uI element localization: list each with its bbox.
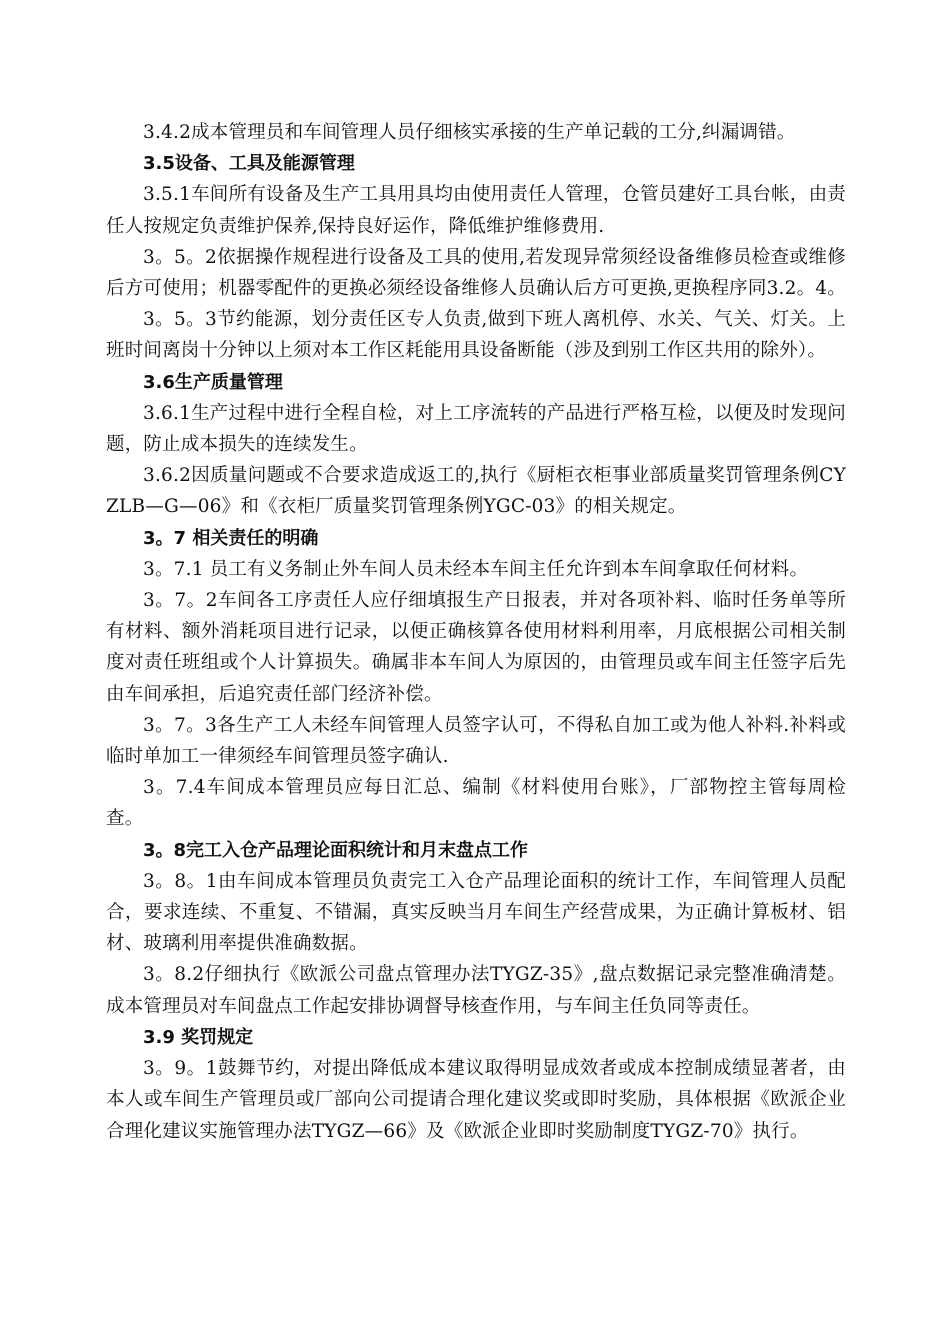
paragraph-3-5-2: 3。5。2依据操作规程进行设备及工具的使用,若发现异常须经设备维修员检查或维修后方可使用；机器零配件的更换必须经设备维修人员确认后方可更换,更换程序同3.2。4。: [106, 246, 846, 300]
paragraph-3-7-1: 3。7.1 员工有义务制止外车间人员未经本车间主任允许到本车间拿取任何材料。: [143, 558, 809, 580]
paragraph-3-8-1: 3。8。1由车间成本管理员负责完工入仓产品理论面积的统计工作，车间管理人员配合，要求连续、不重复、不错漏，真实反映当月车间生产经营成果，为正确计算板材、铝材、玻璃利用率提供准确数据。: [106, 870, 846, 955]
paragraph-3-8-2: 3。8.2仔细执行《欧派公司盘点管理办法TYGZ-35》,盘点数据记录完整准确清楚。成本管理员对车间盘点工作起安排协调督导核查作用，与车间主任负同等责任。: [106, 964, 846, 1017]
paragraph-3-5-1: 3.5.1车间所有设备及生产工具用具均由使用责任人管理，仓管员建好工具台帐，由责任人按规定负责维护保养,保持良好运作，降低维护维修费用.: [106, 184, 846, 237]
section-heading-3-8: 3。8完工入仓产品理论面积统计和月末盘点工作: [143, 839, 529, 861]
paragraph-3-6-2: 3.6.2因质量问题或不合要求造成返工的,执行《厨柜衣柜事业部质量奖罚管理条例CYZLB—G—06》和《衣柜厂质量奖罚管理条例YGC-03》的相关规定。: [106, 465, 846, 518]
section-heading-3-7: 3。7 相关责任的明确: [143, 527, 319, 549]
paragraph-3-4-2: 3.4.2成本管理员和车间管理人员仔细核实承接的生产单记载的工分,纠漏调错。: [143, 122, 796, 143]
paragraph-3-6-1: 3.6.1生产过程中进行全程自检，对上工序流转的产品进行严格互检，以便及时发现问题，防止成本损失的连续发生。: [106, 402, 846, 456]
document-body: [106, 117, 846, 1147]
section-heading-3-5: 3.5设备、工具及能源管理: [143, 153, 355, 175]
paragraph-3-7-4: 3。7.4车间成本管理员应每日汇总、编制《材料使用台账》，厂部物控主管每周检查。: [106, 777, 846, 830]
paragraph-3-7-2: 3。7。2车间各工序责任人应仔细填报生产日报表，并对各项补料、临时任务单等所有材料、额外消耗项目进行记录，以便正确核算各使用材料利用率，月底根据公司相关制度对责任班组或个人计算损失。确属非本车间人为原因的，由管理员或车间主任签字后先由车间承担，后追究责任部门经济补偿。: [106, 590, 846, 705]
paragraph-3-9-1: 3。9。1鼓舞节约，对提出降低成本建议取得明显成效者或成本控制成绩显著者，由本人或车间生产管理员或厂部向公司提请合理化建议奖或即时奖励，具体根据《欧派企业合理化建议实施管理办法TYGZ—66》及《欧派企业即时奖励制度TYGZ-70》执行。: [106, 1058, 846, 1142]
paragraph-3-7-3: 3。7。3各生产工人未经车间管理人员签字认可，不得私自加工或为他人补料.补料或临时单加工一律须经车间管理员签字确认.: [106, 714, 846, 768]
section-heading-3-9: 3.9 奖罚规定: [143, 1026, 254, 1048]
paragraph-3-5-3: 3。5。3节约能源，划分责任区专人负责,做到下班人离机停、水关、气关、灯关。上班时间离岗十分钟以上须对本工作区耗能用具设备断能（涉及到别工作区共用的除外）。: [106, 309, 846, 362]
section-heading-3-6: 3.6生产质量管理: [143, 371, 283, 393]
